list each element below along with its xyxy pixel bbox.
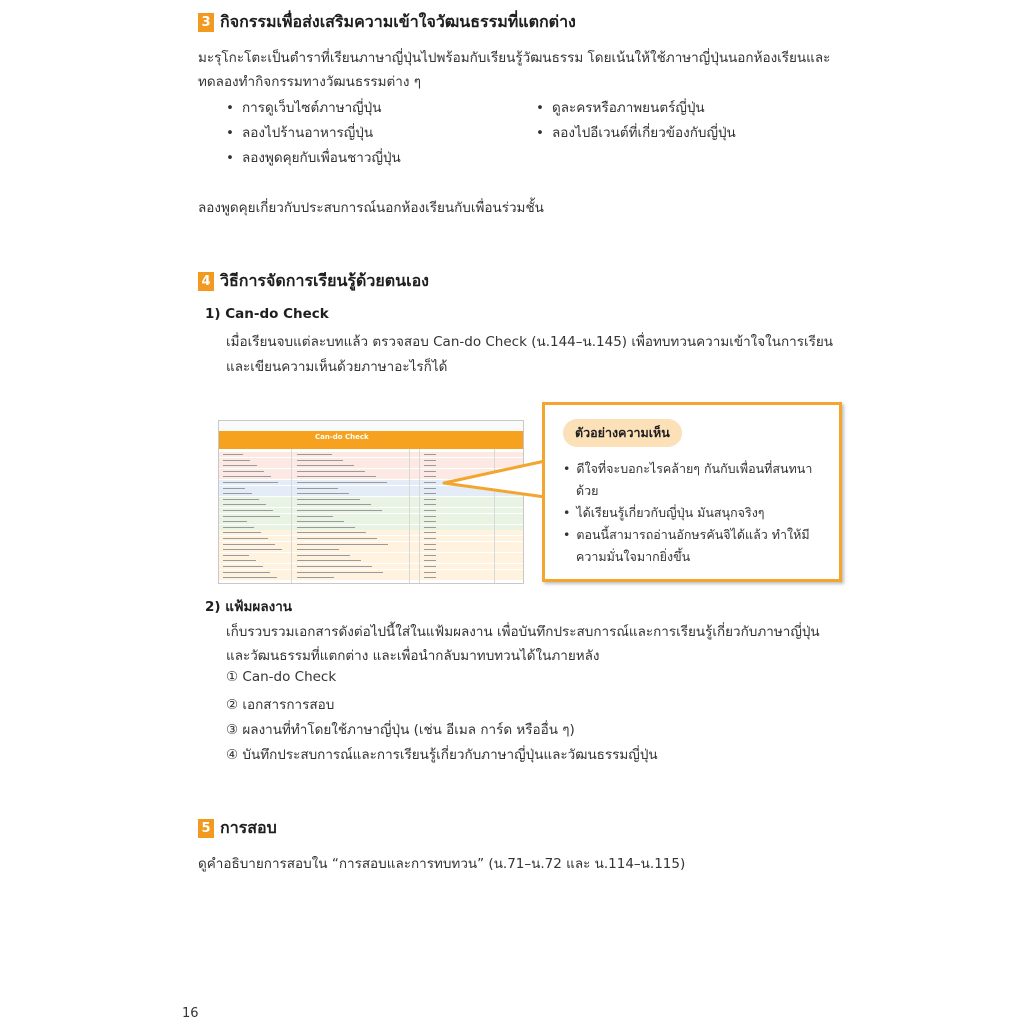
paragraph: ลองพูดคุยเกี่ยวกับประสบการณ์นอกห้องเรียนกับเพื่อนร่วมชั้น xyxy=(198,200,544,216)
thumbnail-row xyxy=(219,514,523,519)
thumbnail-text-line xyxy=(223,504,266,505)
thumbnail-row xyxy=(219,508,523,513)
thumbnail-text-line xyxy=(297,488,338,489)
callout-item: • ดีใจที่จะบอกะไรคล้ายๆ กันกับเพื่อนที่สนทนา xyxy=(563,459,812,479)
thumbnail-text-line xyxy=(223,482,278,483)
paragraph: มะรุโกะโตะเป็นตำราที่เรียนภาษาญี่ปุ่นไปพร้อมกับเรียนรู้วัฒนธรรม โดยเน้นให้ใช้ภาษาญี่ปุ่นนอกห้องเรียนและ xyxy=(198,50,831,66)
thumbnail-row xyxy=(219,525,523,530)
callout-item: • ได้เรียนรู้เกี่ยวกับญี่ปุ่น มันสนุกจริงๆ xyxy=(563,503,765,523)
thumbnail-text-line xyxy=(223,560,256,561)
thumbnail-text-line xyxy=(223,493,252,494)
thumbnail-text-line xyxy=(424,493,436,494)
thumbnail-text-line xyxy=(223,460,250,461)
thumbnail-row xyxy=(219,542,523,547)
thumbnail-text-line xyxy=(424,538,436,539)
thumbnail-text-line xyxy=(297,560,361,561)
paragraph: และเขียนความเห็นด้วยภาษาอะไรก็ได้ xyxy=(226,359,448,375)
thumbnail-text-line xyxy=(424,454,436,455)
thumbnail-text-line xyxy=(223,532,261,533)
list-item: ③ ผลงานที่ทำโดยใช้ภาษาญี่ปุ่น (เช่น อีเมล การ์ด หรืออื่น ๆ) xyxy=(226,722,575,738)
thumbnail-text-line xyxy=(297,555,350,556)
thumbnail-column-line xyxy=(419,449,420,583)
thumbnail-text-line xyxy=(297,516,333,517)
thumbnail-text-line xyxy=(424,577,436,578)
thumbnail-text-line xyxy=(223,516,280,517)
thumbnail-text-line xyxy=(223,538,268,539)
section-number-badge: 4 xyxy=(198,272,214,291)
thumbnail-text-line xyxy=(424,510,436,511)
thumbnail-text-line xyxy=(424,482,436,483)
thumbnail-text-line xyxy=(424,566,436,567)
list-item: ② เอกสารการสอบ xyxy=(226,697,335,713)
section-5-heading xyxy=(198,816,277,841)
section-number-badge: 3 xyxy=(198,13,214,32)
section-3-heading xyxy=(198,10,576,35)
thumbnail-text-line xyxy=(424,532,436,533)
thumbnail-text-line xyxy=(297,504,371,505)
thumbnail-column-line xyxy=(409,449,410,583)
callout-item-continuation: ด้วย xyxy=(576,483,599,498)
thumbnail-text-line xyxy=(297,572,383,573)
thumbnail-text-line xyxy=(297,521,344,522)
paragraph: เก็บรวบรวมเอกสารดังต่อไปนี้ใส่ในแฟ้มผลงาน เพื่อบันทึกประสบการณ์และการเรียนรู้เกี่ยวกับภาษาญี่ปุ่น xyxy=(226,624,820,640)
thumbnail-text-line xyxy=(223,577,277,578)
thumbnail-text-line xyxy=(223,471,264,472)
list-item: • ดูละครหรือภาพยนตร์ญี่ปุ่น xyxy=(536,96,705,118)
list-item: • ลองพูดคุยกับเพื่อนชาวญี่ปุ่น xyxy=(226,146,401,168)
thumbnail-row xyxy=(219,547,523,552)
list-item: ① Can-do Check xyxy=(226,669,337,685)
thumbnail-text-line xyxy=(297,577,334,578)
thumbnail-text-line xyxy=(424,465,436,466)
thumbnail-text-line xyxy=(424,527,436,528)
thumbnail-text-line xyxy=(424,560,436,561)
thumbnail-text-line xyxy=(297,499,360,500)
thumbnail-row xyxy=(219,530,523,535)
thumbnail-text-line xyxy=(297,538,377,539)
thumbnail-text-line xyxy=(297,476,376,477)
thumbnail-text-line xyxy=(424,504,436,505)
section-number-badge: 5 xyxy=(198,819,214,838)
callout-label: ตัวอย่างความเห็น xyxy=(563,419,682,447)
thumbnail-text-line xyxy=(297,544,388,545)
thumbnail-text-line xyxy=(297,482,387,483)
list-item: • ลองไปร้านอาหารญี่ปุ่น xyxy=(226,121,373,143)
thumbnail-text-line xyxy=(297,465,354,466)
section-4-heading xyxy=(198,269,429,294)
thumbnail-text-line xyxy=(223,499,259,500)
thumbnail-row xyxy=(219,536,523,541)
thumbnail-text-line xyxy=(223,549,282,550)
thumbnail-title-bar xyxy=(219,431,523,449)
thumbnail-text-line xyxy=(297,566,372,567)
thumbnail-text-line xyxy=(223,510,273,511)
thumbnail-text-line xyxy=(223,566,263,567)
thumbnail-text-line xyxy=(424,460,436,461)
thumbnail-title: Can-do Check xyxy=(315,433,369,441)
thumbnail-text-line xyxy=(223,521,247,522)
thumbnail-text-line xyxy=(424,549,436,550)
thumbnail-column-line xyxy=(291,449,292,583)
thumbnail-row xyxy=(219,519,523,524)
paragraph: เมื่อเรียนจบแต่ละบทแล้ว ตรวจสอบ Can-do Check (น.144–น.145) เพื่อทบทวนความเข้าใจในการเรียน xyxy=(226,334,833,350)
paragraph: ทดลองทำกิจกรรมทางวัฒนธรรมต่าง ๆ xyxy=(198,74,421,90)
thumbnail-row xyxy=(219,564,523,569)
subsection-heading: 1) Can-do Check xyxy=(205,306,329,322)
thumbnail-text-line xyxy=(297,460,343,461)
thumbnail-row xyxy=(219,553,523,558)
thumbnail-text-line xyxy=(223,465,257,466)
thumbnail-text-line xyxy=(297,527,355,528)
list-item: • ลองไปอีเวนต์ที่เกี่ยวข้องกับญี่ปุ่น xyxy=(536,121,736,143)
thumbnail-header xyxy=(219,421,523,431)
section-title: กิจกรรมเพื่อส่งเสริมความเข้าใจวัฒนธรรมที่แตกต่าง xyxy=(220,12,576,31)
thumbnail-text-line xyxy=(297,549,339,550)
list-item: ④ บันทึกประสบการณ์และการเรียนรู้เกี่ยวกับภาษาญี่ปุ่นและวัฒนธรรมญี่ปุ่น xyxy=(226,747,658,763)
thumbnail-text-line xyxy=(424,555,436,556)
thumbnail-text-line xyxy=(297,454,332,455)
callout-item: • ตอนนี้สามารถอ่านอักษรคันจิได้แล้ว ทำให้มี xyxy=(563,525,810,545)
thumbnail-text-line xyxy=(223,544,275,545)
thumbnail-text-line xyxy=(297,510,382,511)
thumbnail-text-line xyxy=(223,572,270,573)
thumbnail-text-line xyxy=(424,476,436,477)
paragraph: และวัฒนธรรมที่แตกต่าง และเพื่อนำกลับมาทบทวนได้ในภายหลัง xyxy=(226,648,600,664)
thumbnail-text-line xyxy=(424,471,436,472)
section-title: วิธีการจัดการเรียนรู้ด้วยตนเอง xyxy=(220,271,429,290)
section-title: การสอบ xyxy=(220,818,277,837)
callout-item-continuation: ความมั่นใจมากยิ่งขึ้น xyxy=(576,549,691,564)
thumbnail-row xyxy=(219,575,523,580)
thumbnail-text-line xyxy=(424,572,436,573)
thumbnail-text-line xyxy=(424,544,436,545)
thumbnail-row xyxy=(219,570,523,575)
thumbnail-text-line xyxy=(297,532,366,533)
example-comment-callout xyxy=(542,402,842,582)
callout-pointer xyxy=(440,455,550,505)
thumbnail-text-line xyxy=(424,521,436,522)
thumbnail-text-line xyxy=(223,454,243,455)
paragraph: ดูคำอธิบายการสอบใน “การสอบและการทบทวน” (น.71–น.72 และ น.114–น.115) xyxy=(198,856,686,872)
thumbnail-text-line xyxy=(297,471,365,472)
thumbnail-text-line xyxy=(424,488,436,489)
thumbnail-text-line xyxy=(223,527,254,528)
thumbnail-row xyxy=(219,558,523,563)
page-number: 16 xyxy=(182,1006,199,1021)
thumbnail-text-line xyxy=(297,493,349,494)
thumbnail-text-line xyxy=(223,488,245,489)
list-item: • การดูเว็บไซต์ภาษาญี่ปุ่น xyxy=(226,96,381,118)
thumbnail-text-line xyxy=(223,476,271,477)
subsection-heading: 2) แฟ้มผลงาน xyxy=(205,599,293,615)
thumbnail-text-line xyxy=(424,499,436,500)
thumbnail-text-line xyxy=(223,555,249,556)
thumbnail-text-line xyxy=(424,516,436,517)
